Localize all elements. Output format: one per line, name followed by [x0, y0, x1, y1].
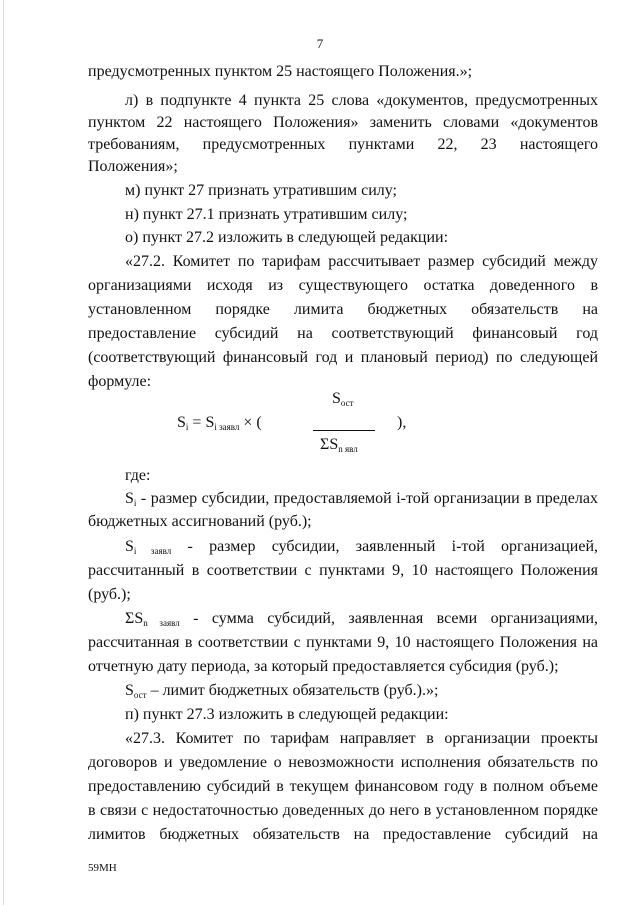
- text-line: рассчитанный в соответствии с пунктами 9, 10 настоящего Положения: [88, 562, 598, 579]
- text-line: бюджетных ассигнований (руб.);: [88, 513, 312, 530]
- text-line: л) в подпункте 4 пункта 25 слова «документов, предусмотренных: [125, 92, 598, 109]
- document-footer-code: 59МН: [88, 862, 117, 874]
- text-line: м) пункт 27 признать утратившим силу;: [125, 182, 397, 199]
- text-line: организациями исходя из существующего остатка доведенного в: [88, 277, 598, 294]
- text-line: «27.2. Комитет по тарифам рассчитывает размер субсидий между: [125, 253, 598, 270]
- where-label: где:: [125, 467, 151, 484]
- definition-s-i-zayavl: $S_{i заявл}$ - размер субсидии, заявленный i-той организацией,: [125, 538, 599, 556]
- text-line: пунктом 22 настоящего Положения» заменить словами «документов: [88, 114, 598, 131]
- text-line: лимитов бюджетных обязательств на предоставление субсидий на: [88, 826, 598, 843]
- formula-close: ),: [397, 414, 407, 431]
- text-line: (соответствующий финансовый год и плановый период) по следующей: [88, 349, 598, 366]
- text-line: н) пункт 27.1 признать утратившим силу;: [125, 206, 408, 223]
- text-line: рассчитанная в соответствии с пунктами 9, 10 настоящего Положения на: [88, 634, 598, 651]
- text-line: предоставление субсидий на соответствующий финансовый год: [88, 325, 598, 342]
- definition-sum-s-n: $\Sigma S_{n заявл}$ - сумма субсидий, заявленная всеми организациями,: [125, 610, 599, 628]
- page-edge-line: [3, 0, 4, 905]
- definition-s-i: $S_i$ - размер субсидии, предоставляемой i-той организации в пределах: [125, 490, 598, 508]
- formula-lhs: $S_i = S_{i заявл}$ × (: [177, 414, 262, 432]
- text-line: (руб.);: [88, 586, 131, 603]
- definition-s-ost: $S_{ост}$ – лимит бюджетных обязательств (руб.).»;: [125, 682, 439, 700]
- text-line: требованиям, предусмотренных пунктами 22, 23 настоящего: [88, 136, 598, 153]
- fraction-bar: [313, 430, 375, 431]
- text-line: договоров и уведомление о невозможности исполнения обязательств по: [88, 754, 598, 771]
- formula-denominator: $\Sigma S_{n явл}$: [320, 436, 358, 454]
- text-line: предоставлению субсидий в текущем финансовом году в полном объеме: [88, 778, 598, 795]
- formula-numerator: $S_{ост}$: [332, 390, 354, 408]
- text-line: «27.3. Комитет по тарифам направляет в организации проекты: [125, 730, 598, 747]
- text-line: установленном порядке лимита бюджетных обязательств на: [88, 301, 598, 318]
- page-number: 7: [316, 36, 324, 51]
- text-line: в связи с недостаточностью доведенных до него в установленном порядке: [88, 802, 598, 819]
- text-line: формуле:: [88, 373, 152, 390]
- text-line: о) пункт 27.2 изложить в следующей редакции:: [125, 229, 449, 246]
- text-line: предусмотренных пунктом 25 настоящего Положения.»;: [88, 63, 473, 80]
- text-line: п) пункт 27.3 изложить в следующей редакции:: [125, 706, 449, 723]
- text-line: отчетную дату периода, за который предоставляется субсидия (руб.);: [88, 658, 559, 675]
- text-line: Положения»;: [88, 158, 178, 175]
